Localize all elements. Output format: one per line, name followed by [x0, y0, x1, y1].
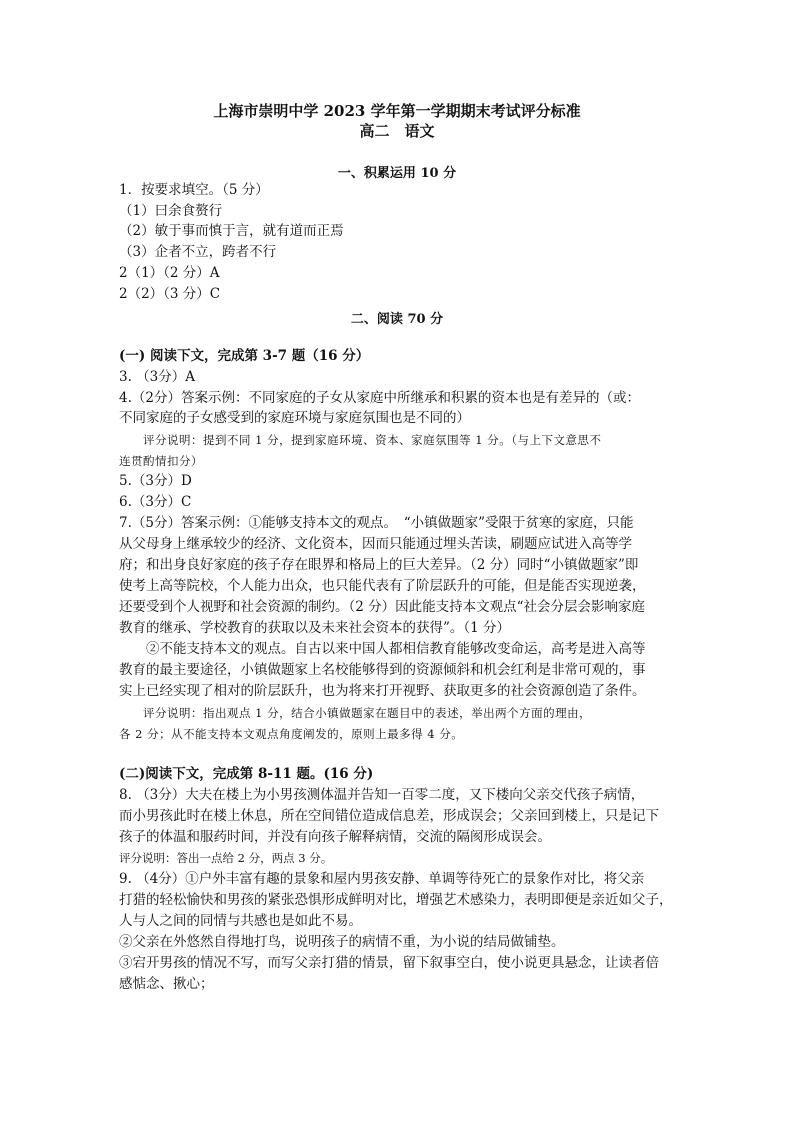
answer-2-2: 2（2）（3 分）C: [119, 286, 221, 302]
answer-8-line-2: 而小男孩此时在楼上休息，所在空间错位造成信息差，形成误会；父亲回到楼上，只是记下: [119, 808, 659, 824]
part-2-heading: (二)阅读下文，完成第 8-11 题。(16 分): [119, 766, 374, 782]
scoring-note-4-line-1: 评分说明：提到不同 1 分，提到家庭环境、资本、家庭氛围等 1 分。（与上下文意思不: [119, 433, 602, 447]
answer-4-line-1: 4.（2分）答案示例：不同家庭的子女从家庭中所继承和积累的资本也是有差异的（或：: [119, 390, 640, 406]
answer-9-line-4: ②父亲在外悠然自得地打鸟，说明孩子的病情不重，为小说的结局做铺垫。: [119, 934, 565, 950]
answer-8-line-1: 8. （3分）大夫在楼上为小男孩测体温并告知一百零二度，又下楼向父亲交代孩子病情，: [119, 787, 645, 803]
answer-9-line-6: 感惦念、揪心；: [119, 976, 214, 992]
answer-1-1: （1）曰余食赘行: [119, 203, 223, 219]
answer-9-line-5: ③宕开男孩的情况不写，而写父亲打猎的情景，留下叙事空白，使小说更具悬念，让读者倍: [119, 955, 659, 971]
answer-8-line-3: 孩子的体温和服药时间，并没有向孩子解释病情，交流的隔阂形成误会。: [119, 829, 551, 845]
answer-7-line-9: 实上已经实现了相对的阶层跃升，也为将来打开视野、获取更多的社会资源创造了条件。: [119, 683, 646, 699]
answer-7-line-8: 教育的最主要途径，小镇做题家上名校能够得到的资源倾斜和机会红利是非常可观的，事: [119, 662, 646, 678]
question-1-line: 1．按要求填空。（5 分）: [119, 182, 269, 198]
answer-3: 3. （3分）A: [119, 369, 196, 385]
scoring-note-8: 评分说明：答出一点给 2 分，两点 3 分。: [119, 851, 333, 865]
scoring-note-4-line-2: 连贯酌情扣分）: [119, 454, 203, 468]
scoring-note-7-line-1: 评分说明：指出观点 1 分，结合小镇做题家在题目中的表述，举出两个方面的理由，: [119, 706, 592, 720]
part-1-heading: (一) 阅读下文，完成第 3-7 题（16 分）: [119, 348, 370, 364]
answer-9-line-3: 人与人之间的同情与共感也是如此不易。: [119, 913, 362, 929]
answer-1-2: （2）敏于事而慎于言，就有道而正焉: [119, 223, 344, 239]
answer-6: 6.（3分）C: [119, 494, 192, 510]
section-2-heading: 二、阅读 70 分: [350, 312, 444, 327]
answer-9-line-1: 9. （4分）①户外丰富有趣的景象和屋内男孩安静、单调等待死亡的景象作对比，将父亲: [119, 871, 645, 887]
document-title: 上海市崇明中学 2023 学年第一学期期末考试评分标准: [213, 102, 581, 120]
answer-1-3: （3）企者不立，跨者不行: [119, 244, 277, 260]
answer-7-line-5: 还要受到个人视野和社会资源的制约。（2 分）因此能支持本文观点“社会分层会影响家庭: [119, 599, 646, 615]
answer-7-line-2: 从父母身上继承较少的经济、文化资本，因而只能通过埋头苦读，刷题应试进入高等学: [119, 536, 632, 552]
answer-7-line-4: 使考上高等院校，个人能力出众，也只能代表有了阶层跃升的可能，但是能否实现逆袭，: [119, 578, 646, 594]
scoring-note-7-line-2: 各 2 分；从不能支持本文观点角度阐发的，原则上最多得 4 分。: [119, 727, 464, 741]
answer-7-line-7: ②不能支持本文的观点。自古以来中国人都相信教育能够改变命运，高考是进入高等: [119, 641, 646, 657]
answer-5: 5.（3分）D: [119, 473, 192, 489]
answer-2-1: 2（1）（2 分）A: [119, 265, 220, 281]
section-1-heading: 一、积累运用 10 分: [337, 166, 457, 181]
answer-7-line-3: 府；和出身良好家庭的孩子存在眼界和格局上的巨大差异。（2 分）同时“小镇做题家”即: [119, 557, 639, 573]
answer-7-line-1: 7.（5分）答案示例：①能够支持本文的观点。 “小镇做题家”受限于贫寒的家庭，只能: [119, 515, 634, 531]
answer-7-line-6: 教育的继承、学校教育的获取以及未来社会资本的获得”。（1 分）: [119, 620, 511, 636]
answer-4-line-2: 不同家庭的子女感受到的家庭环境与家庭氛围也是不同的）: [119, 410, 470, 426]
answer-9-line-2: 打猎的轻松愉快和男孩的紧张恐惧形成鲜明对比，增强艺术感染力，表明即便是亲近如父子，: [119, 892, 673, 908]
document-subtitle: 高二 语文: [359, 122, 435, 140]
